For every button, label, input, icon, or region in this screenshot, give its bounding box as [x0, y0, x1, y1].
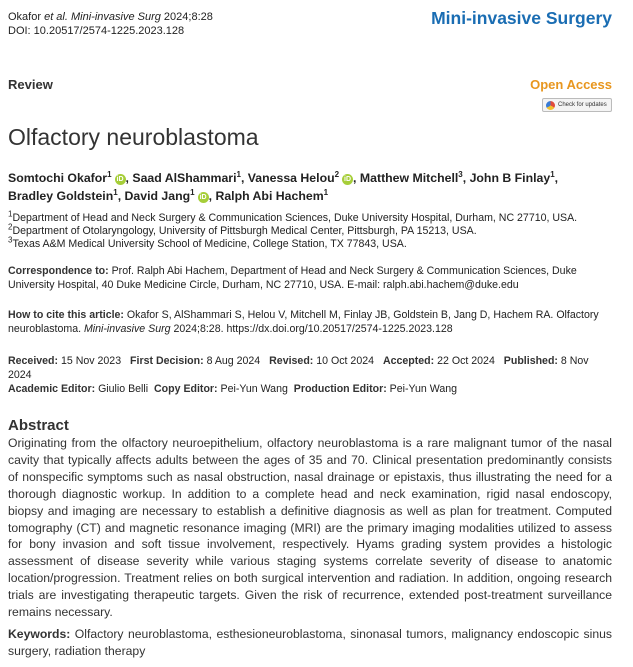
crossmark-icon	[546, 101, 555, 110]
author-name: John B Finlay	[469, 171, 551, 185]
author-name: Saad AlShammari	[132, 171, 237, 185]
citation-rest: 2024;8:28	[160, 11, 213, 23]
citation-journal: Mini-invasive Surg	[71, 11, 161, 23]
citation-authors: Okafor	[8, 11, 45, 23]
open-access-label: Open Access	[530, 77, 612, 92]
received-date: 15 Nov 2023	[58, 355, 122, 367]
orcid-icon[interactable]: iD	[344, 176, 352, 183]
editors-line	[8, 382, 618, 396]
cite-label: How to cite this article:	[8, 309, 124, 321]
cite-doi[interactable]: 2024;8:28. https://dx.doi.org/10.20517/2574-1225.2023.128	[170, 323, 453, 335]
first-decision-label: First Decision:	[130, 355, 204, 367]
published-date: 8 Nov 2024	[8, 355, 589, 381]
author-affil-sup: 1	[550, 169, 555, 179]
author-name: Somtochi Okafor	[8, 171, 108, 185]
keywords	[8, 626, 612, 660]
first-decision-date: 8 Aug 2024	[203, 355, 261, 367]
article-page	[8, 0, 625, 667]
copy-editor-label: Copy Editor:	[154, 383, 218, 395]
author-name: Matthew Mitchell	[359, 171, 459, 185]
affiliation-sup: 1	[8, 209, 13, 219]
author-affil-sup: 2	[334, 169, 340, 179]
dates-line	[8, 354, 618, 382]
author-name: Ralph Abi Hachem	[215, 189, 324, 203]
orcid-icon[interactable]: iD	[199, 194, 207, 201]
revised-label: Revised:	[269, 355, 314, 367]
correspondence	[8, 264, 608, 292]
article-type: Review	[8, 77, 53, 92]
author-name: Bradley Goldstein	[8, 189, 114, 203]
author-name: David Jang	[124, 189, 191, 203]
keywords-label: Keywords:	[8, 627, 71, 641]
abstract-heading: Abstract	[8, 417, 69, 434]
article-title: Olfactory neuroblastoma	[8, 124, 259, 150]
keywords-text: Olfactory neuroblastoma, esthesioneuroblastoma, sinonasal tumors, malignancy endoscopic sinus surgery, radiation therapy	[8, 627, 612, 658]
author-affil-sup: 1	[113, 187, 118, 197]
affiliation-sup: 3	[8, 235, 13, 245]
affiliation-sup: 2	[8, 222, 13, 232]
author-affil-sup: 3	[458, 169, 463, 179]
revised-date: 10 Oct 2024	[313, 355, 374, 367]
affiliation-item	[8, 209, 578, 225]
accepted-date: 22 Oct 2024	[434, 355, 495, 367]
affiliation-text: Texas A&M Medical University School of Medicine, College Station, TX 77843, USA.	[12, 238, 407, 250]
production-editor-label: Production Editor:	[293, 383, 387, 395]
author-name: Vanessa Helou	[247, 171, 335, 185]
how-to-cite	[8, 308, 608, 336]
citation-header	[8, 10, 213, 24]
academic-editor-label: Academic Editor:	[8, 383, 96, 395]
journal-name[interactable]: Mini-invasive Surgery	[431, 8, 612, 28]
production-editor: Pei-Yun Wang	[386, 383, 458, 395]
received-label: Received:	[8, 355, 59, 367]
affiliation-list	[8, 209, 578, 251]
correspondence-text: Prof. Ralph Abi Hachem, Department of Head and Neck Surgery & Communication Sciences, Duke University Hospital, 40 Duke Medicine Circle, Durham, NC 27710, USA. E-mail: ralph.abi.hachem@duke.edu	[8, 265, 577, 291]
doi-line: DOI: 10.20517/2574-1225.2023.128	[8, 25, 185, 37]
check-for-updates-button[interactable]	[542, 98, 612, 112]
check-for-updates-label: Check for updates	[558, 102, 607, 108]
academic-editor: Giulio Belli	[95, 383, 149, 395]
author-affil-sup: 1	[323, 187, 329, 197]
affiliation-text: Department of Otolaryngology, University of Pittsburgh Medical Center, Pittsburgh, PA 15213, USA.	[12, 225, 477, 237]
author-affil-sup: 1	[107, 169, 112, 179]
orcid-icon[interactable]: iD	[116, 176, 124, 183]
author-affil-sup: 1	[236, 169, 241, 179]
author-list: Somtochi Okafor$^1$iD , Saad AlShammari$^1$, Vanessa Helou$^2$iD , Matthew Mitchell$^3$, John B Finlay$^1$, Bradley Goldstein$^1$, David Jang$^1$iD , Ralph Abi Hachem$^1$	[8, 169, 559, 203]
cite-text: Okafor S, AlShammari S, Helou V, Mitchell M, Finlay JB, Goldstein B, Jang D, Hachem RA. Olfactory neuroblastoma.	[8, 309, 599, 335]
published-label: Published:	[503, 355, 558, 367]
abstract-text: Originating from the olfactory neuroepithelium, olfactory neuroblastoma is a rare malignant tumor of the nasal cavity that typically affects adults between the ages of 35 and 70. Clinical presentation predominantly consists of nonspecific symptoms such as nasal obstruction, nasal drainage or epistaxis, thus illustrating the need for a thorough diagnostic workup. In addition to a complete head and neck examination, rigid nasal endoscopy, biopsy and imaging are necessary to establish a definitive diagnosis as well as plan for treatment. Computed tomography (CT) and magnetic resonance imaging (MRI) are the primary imaging modalities utilized to assess for bony invasion and soft tissue involvement, respectively. Hyams grading system provides a histologic assessment of disease severity while various staging systems correlate severity of disease to anatomic location/progression. Treatment relies on both surgical intervention and radiation. In addition, ongoing research trials are investigating therapeutic targets. Given the risk of recurrence, extended post-treatment surveillance remains necessary.	[8, 436, 612, 620]
copy-editor: Pei-Yun Wang	[217, 383, 288, 395]
cite-journal: Mini-invasive Surg	[83, 323, 171, 335]
correspondence-label: Correspondence to:	[8, 265, 109, 277]
accepted-label: Accepted:	[382, 355, 435, 367]
affiliation-item	[8, 235, 577, 251]
affiliation-text: Department of Head and Neck Surgery & Communication Sciences, Duke University Hospital, Durham, NC 27710, USA.	[12, 212, 578, 224]
citation-etal: et al.	[44, 11, 68, 23]
author-affil-sup: 1	[190, 187, 195, 197]
affiliation-item	[8, 222, 577, 238]
